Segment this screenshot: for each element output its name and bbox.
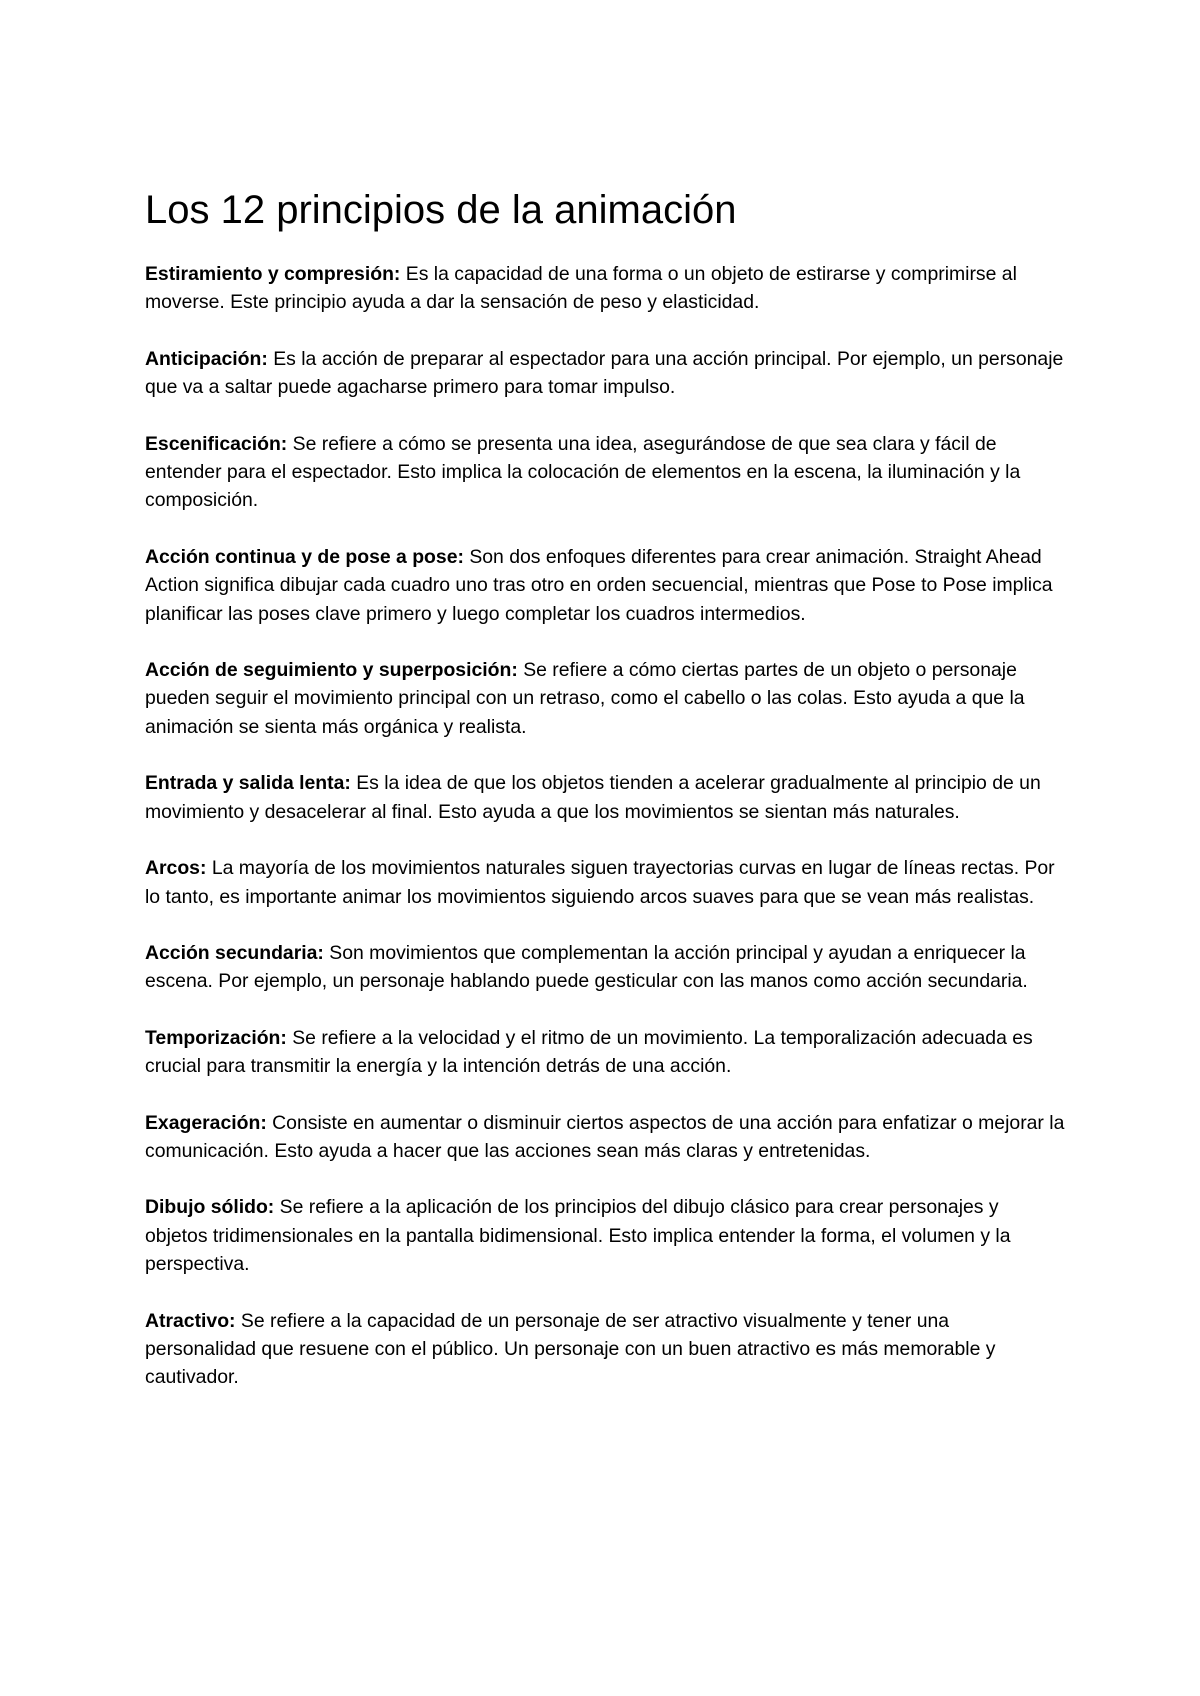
principle-term: Exageración: [145,1111,267,1134]
principle-text: Son movimientos que complementan la acción principal y ayudan a enriquecer la escena. Por ejemplo, un personaje hablando puede gesticular con las manos como acción secundaria. [145,941,1028,993]
principle-text: La mayoría de los movimientos naturales siguen trayectorias curvas en lugar de líneas rectas. Por lo tanto, es importante animar los movimientos siguiendo arcos suaves para que se vean más realistas. [145,857,1055,908]
principle-paragraph [145,656,1065,741]
principle-text: Se refiere a cómo ciertas partes de un objeto o personaje pueden seguir el movimiento principal con un retraso, como el cabello o las colas. Esto ayuda a que la animación se sienta más orgánica y realista. [145,659,1025,738]
document-page [145,186,1065,1420]
principle-text: Consiste en aumentar o disminuir ciertos aspectos de una acción para enfatizar o mejorar la comunicación. Esto ayuda a hacer que las acciones sean más claras y entretenidas. [145,1111,1065,1162]
principle-term: Acción continua y de pose a pose: [145,545,464,568]
principle-term: Escenificación: [145,432,288,455]
principle-term: Arcos: [145,857,207,880]
principle-text: Es la idea de que los objetos tienden a acelerar gradualmente al principio de un movimiento y desacelerar al final. Esto ayuda a que los movimientos se sientan más naturales. [145,772,1041,823]
principle-paragraph [145,1024,1065,1081]
principle-text: Se refiere a la velocidad y el ritmo de un movimiento. La temporalización adecuada es crucial para transmitir la energía y la intención detrás de una acción. [145,1026,1033,1078]
principle-paragraph [145,769,1065,826]
principle-term: Acción secundaria: [145,941,324,964]
principle-term: Entrada y salida lenta: [145,772,351,795]
principle-text: Es la capacidad de una forma o un objeto de estirarse y comprimirse al moverse. Este principio ayuda a dar la sensación de peso y elasticidad. [145,263,1017,314]
principle-paragraph [145,260,1065,317]
principle-text: Es la acción de preparar al espectador para una acción principal. Por ejemplo, un personaje que va a saltar puede agacharse primero para tomar impulso. [145,347,1064,399]
principle-term: Anticipación: [145,347,268,370]
principle-text: Son dos enfoques diferentes para crear animación. Straight Ahead Action significa dibujar cada cuadro uno tras otro en orden secuencial, mientras que Pose to Pose implica planificar las poses clave primero y luego completar los cuadros intermedios. [145,545,1053,625]
principle-paragraph [145,939,1065,996]
principle-paragraph [145,1307,1065,1392]
document-title: Los 12 principios de la animación [145,188,737,232]
principle-paragraph [145,1193,1065,1278]
principle-term: Acción de seguimiento y superposición: [145,659,518,682]
principle-paragraph [145,543,1065,628]
principle-term: Dibujo sólido: [145,1196,275,1219]
principle-term: Estiramiento y compresión: [145,263,401,285]
principle-text: Se refiere a la capacidad de un personaje de ser atractivo visualmente y tener una personalidad que resuene con el público. Un personaje con un buen atractivo es más memorable y cautivador. [145,1309,996,1389]
principle-term: Temporización: [145,1026,287,1049]
principle-term: Atractivo: [145,1309,236,1332]
principle-paragraph [145,854,1065,911]
principle-text: Se refiere a la aplicación de los principios del dibujo clásico para crear personajes y objetos tridimensionales en la pantalla bidimensional. Esto implica entender la forma, el volumen y la perspectiva. [145,1196,1011,1276]
principle-text: Se refiere a cómo se presenta una idea, asegurándose de que sea clara y fácil de entender para el espectador. Esto implica la colocación de elementos en la escena, la iluminación y la composición. [145,432,1021,512]
principle-paragraph [145,1109,1065,1166]
principle-paragraph [145,345,1065,402]
principle-paragraph [145,430,1065,515]
